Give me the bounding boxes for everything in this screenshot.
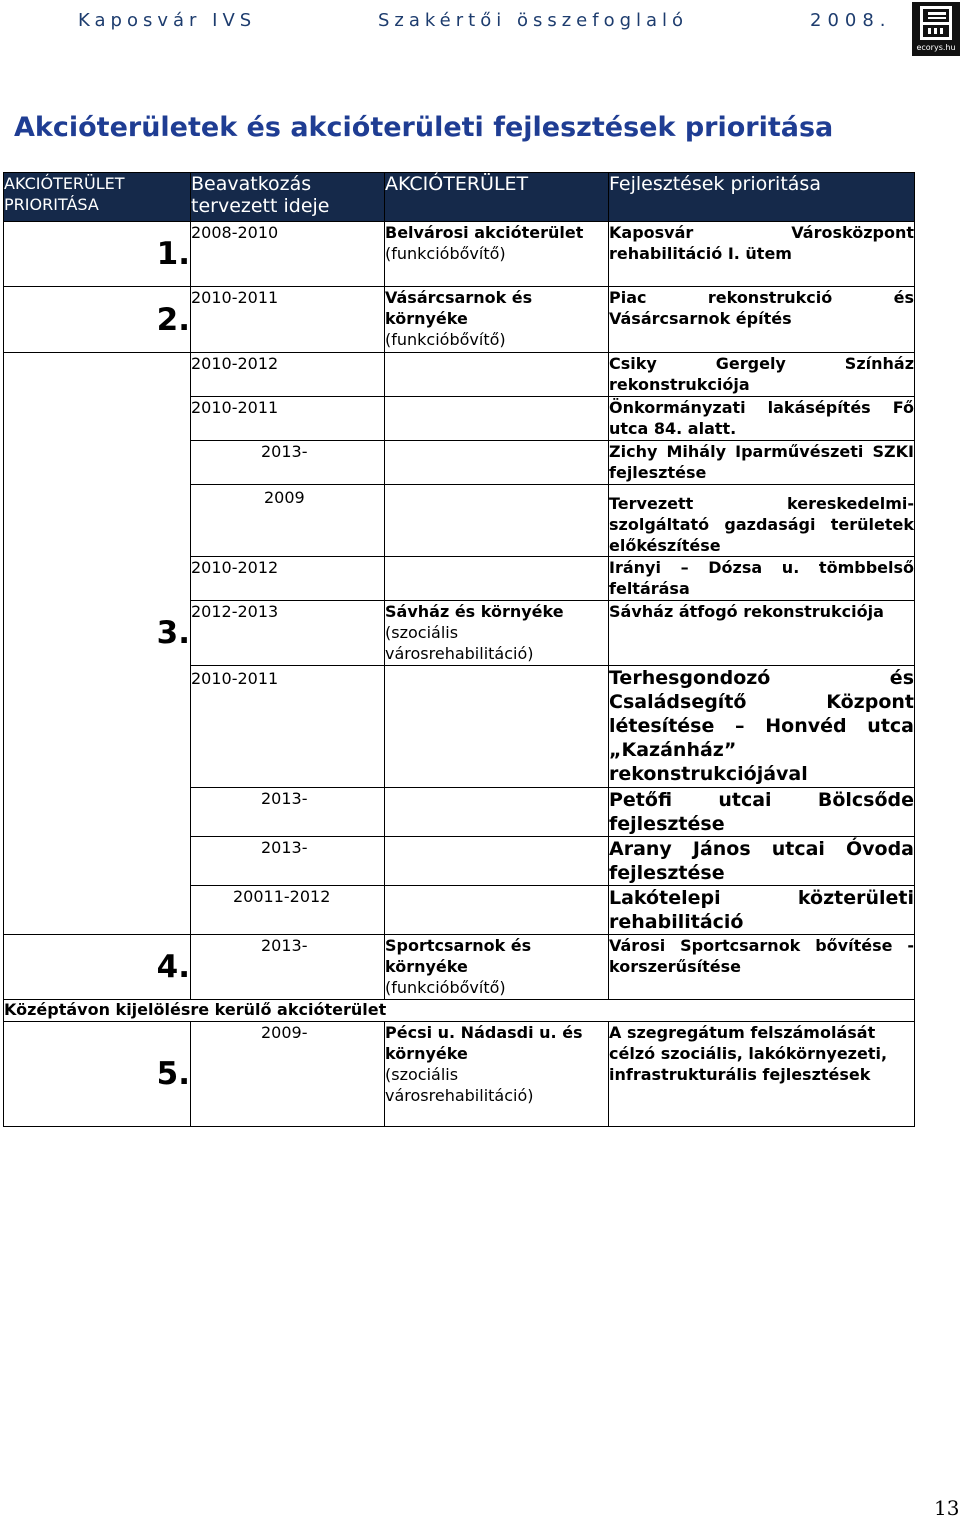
area-name: Sávház és környéke	[385, 602, 564, 621]
area-type: (funkcióbővítő)	[385, 244, 506, 263]
area-cell	[385, 222, 609, 287]
priority-number: 4.	[4, 935, 191, 1000]
area-name: Belvárosi akcióterület	[385, 223, 584, 242]
priority-table	[3, 172, 915, 1127]
table-row	[4, 287, 915, 353]
area-name: Vásárcsarnok és környéke	[385, 288, 533, 328]
area-cell	[385, 601, 609, 666]
development-cell: Kaposvár Városközpont rehabilitáció I. ütem	[609, 222, 915, 287]
header-document-name: Kaposvár IVS	[78, 10, 257, 31]
timing-cell: 2010-2011	[191, 397, 385, 441]
header-development: Fejlesztések prioritása	[609, 173, 915, 222]
area-type: (funkcióbővítő)	[385, 978, 506, 997]
priority-number: 2.	[4, 287, 191, 353]
table-header-row	[4, 173, 915, 222]
timing-cell: 2010-2011	[191, 666, 385, 788]
area-cell	[385, 935, 609, 1000]
development-cell: Piac rekonstrukció és Vásárcsarnok építés	[609, 287, 915, 353]
priority-number: 5.	[4, 1022, 191, 1127]
development-cell: Petőfi utcai Bölcsőde fejlesztése	[609, 789, 914, 835]
page-title: Akcióterületek és akcióterületi fejlesztések prioritása	[14, 112, 834, 143]
timing-cell: 2013-	[191, 441, 385, 485]
midterm-row	[4, 1000, 915, 1022]
development-cell: Csiky Gergely Színház rekonstrukciója	[609, 353, 915, 397]
development-cell: Lakótelepi közterületi rehabilitáció	[609, 887, 914, 933]
page-number: 13	[934, 1496, 960, 1520]
area-cell-empty	[385, 666, 609, 788]
area-cell-empty	[385, 353, 609, 397]
area-cell-empty	[385, 788, 609, 837]
development-cell: Önkormányzati lakásépítés Fő utca 84. alatt.	[609, 397, 915, 441]
area-cell-empty	[385, 886, 609, 935]
logo-text: ecorys.hu	[916, 43, 956, 52]
header-priority: AKCIÓTERÜLET PRIORITÁSA	[4, 173, 191, 222]
area-cell-empty	[385, 397, 609, 441]
area-cell-empty	[385, 837, 609, 886]
development-cell: Irányi – Dózsa u. tömbbelső feltárása	[609, 557, 915, 601]
table-row	[4, 222, 915, 287]
area-type: (szociális városrehabilitáció)	[385, 623, 534, 663]
timing-cell: 2013-	[191, 837, 385, 886]
table-row	[4, 1022, 915, 1127]
development-cell: Arany János utcai Óvoda fejlesztése	[609, 838, 914, 884]
timing-cell: 2010-2012	[191, 353, 385, 397]
development-cell: Sávház átfogó rekonstrukciója	[609, 601, 915, 666]
development-cell: Városi Sportcsarnok bővítése - korszerűsítése	[609, 935, 915, 1000]
area-cell-empty	[385, 557, 609, 601]
area-name: Sportcsarnok és környéke	[385, 936, 532, 976]
priority-number: 3.	[4, 353, 191, 935]
header-year: 2008.	[810, 10, 892, 31]
timing-cell: 2009-	[191, 1022, 385, 1127]
timing-cell: 20011-2012	[191, 886, 385, 935]
timing-cell: 2010-2011	[191, 287, 385, 353]
page-header	[0, 0, 960, 60]
development-cell: A szegregátum felszámolását célzó szociális, lakókörnyezeti, infrastrukturális fejlesztések	[609, 1022, 915, 1127]
area-cell	[385, 1022, 609, 1127]
timing-cell: 2013-	[191, 935, 385, 1000]
area-type: (funkcióbővítő)	[385, 330, 506, 349]
development-cell: Terhesgondozó és Családsegítő Központ létesítése – Honvéd utca „Kazánház” rekonstrukciójával	[609, 666, 915, 788]
table-row	[4, 353, 915, 397]
area-cell	[385, 287, 609, 353]
area-cell-empty	[385, 485, 609, 557]
area-type: (szociális városrehabilitáció)	[385, 1065, 534, 1105]
header-document-type: Szakértői összefoglaló	[378, 10, 689, 31]
timing-cell: 2010-2012	[191, 557, 385, 601]
priority-number: 1.	[4, 222, 191, 287]
timing-cell: 2013-	[191, 788, 385, 837]
development-cell: Tervezett kereskedelmi-szolgáltató gazdasági területek előkészítése	[609, 485, 915, 557]
midterm-label: Középtávon kijelölésre kerülő akcióterület	[4, 1000, 915, 1022]
header-area: AKCIÓTERÜLET	[385, 173, 609, 222]
timing-cell: 2012-2013	[191, 601, 385, 666]
header-timing: Beavatkozás tervezett ideje	[191, 173, 385, 222]
development-cell: Zichy Mihály Iparművészeti SZKI fejlesztése	[609, 441, 915, 485]
table-row	[4, 935, 915, 1000]
timing-cell: 2008-2010	[191, 222, 385, 287]
area-cell-empty	[385, 441, 609, 485]
ecorys-logo	[912, 2, 960, 56]
ecorys-logo-icon	[920, 6, 952, 40]
area-name: Pécsi u. Nádasdi u. és környéke	[385, 1023, 583, 1063]
timing-cell: 2009	[191, 485, 385, 557]
